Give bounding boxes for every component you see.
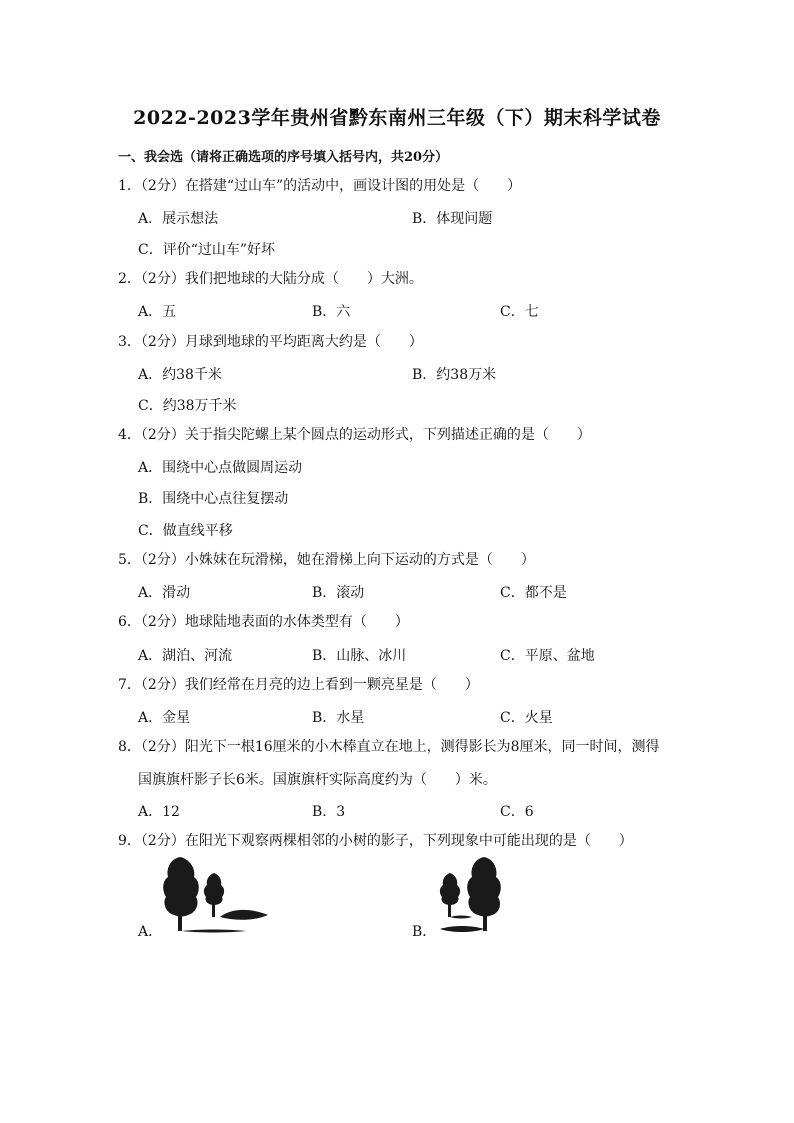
q2-option-b[interactable]: B．六	[312, 304, 351, 320]
question-6-stem: 6．（2分）地球陆地表面的水体类型有（ ）	[118, 614, 409, 630]
q8-option-b[interactable]: B．3	[312, 804, 346, 820]
q3-option-a[interactable]: A．约38千米	[138, 367, 222, 383]
big-tree-trunk	[483, 913, 487, 931]
q1-option-c[interactable]: C．评价“过山车”好坏	[138, 242, 276, 258]
question-4-stem: 4．（2分）关于指尖陀螺上某个圆点的运动形式，下列描述正确的是（ ）	[118, 427, 591, 443]
q7-option-c[interactable]: C．火星	[500, 710, 553, 726]
question-7-stem: 7．（2分）我们经常在月亮的边上看到一颗亮星是（ ）	[118, 677, 479, 693]
q8-option-a[interactable]: A．12	[138, 804, 180, 820]
q7-option-b[interactable]: B．水星	[312, 710, 365, 726]
q3-option-c[interactable]: C．约38万千米	[138, 398, 237, 414]
small-tree-crown	[440, 873, 460, 905]
q4-option-c[interactable]: C．做直线平移	[138, 523, 233, 539]
q6-option-c[interactable]: C．平原、盆地	[500, 648, 595, 664]
q1-option-b[interactable]: B．体现问题	[412, 211, 493, 227]
small-tree-shadow	[450, 916, 472, 919]
small-tree-shadow	[220, 910, 268, 920]
small-tree-trunk	[212, 903, 215, 917]
q7-option-a[interactable]: A．金星	[138, 710, 191, 726]
question-1-stem: 1．（2分）在搭建“过山车”的活动中，画设计图的用处是（ ）	[118, 178, 522, 194]
q6-option-b[interactable]: B．山脉、冰川	[312, 648, 407, 664]
big-tree-shadow	[182, 930, 246, 933]
question-2-stem: 2．（2分）我们把地球的大陆分成（ ）大洲。	[118, 271, 423, 287]
q5-option-b[interactable]: B．滚动	[312, 585, 365, 601]
tree-shadow-left-image[interactable]	[436, 855, 500, 935]
q8-option-c[interactable]: C．6	[500, 804, 534, 820]
q1-option-a[interactable]: A．展示想法	[138, 211, 219, 227]
question-8-stem: 8．（2分）阳光下一根16厘米的小木棒直立在地上，测得影长为8厘米，同一时间，测得	[118, 739, 660, 755]
tree-shadow-right-image[interactable]	[158, 855, 270, 935]
q2-option-c[interactable]: C．七	[500, 304, 539, 320]
q4-option-a[interactable]: A．围绕中心点做圆周运动	[138, 460, 303, 476]
q2-option-a[interactable]: A．五	[138, 304, 177, 320]
q3-option-b[interactable]: B．约38万米	[412, 367, 497, 383]
big-tree-trunk	[178, 913, 182, 931]
q9-option-b[interactable]: B．	[412, 924, 437, 940]
big-tree-crown	[467, 857, 501, 917]
question-8-stem-line2: 国旗旗杆影子长6米。国旗旗杆实际高度约为（ ）米。	[138, 772, 497, 788]
section-heading: 一、我会选（请将正确选项的序号填入括号内，共20分）	[118, 150, 449, 165]
small-tree-trunk	[448, 903, 451, 917]
big-tree-crown	[163, 857, 199, 917]
exam-title: 2022-2023学年贵州省黔东南州三年级（下）期末科学试卷	[133, 107, 661, 129]
big-tree-shadow	[440, 926, 484, 932]
q4-option-b[interactable]: B．围绕中心点往复摆动	[138, 491, 289, 507]
q5-option-c[interactable]: C．都不是	[500, 585, 567, 601]
small-tree-crown	[204, 873, 224, 905]
question-9-stem: 9．（2分）在阳光下观察两棵相邻的小树的影子，下列现象中可能出现的是（ ）	[118, 833, 633, 849]
q5-option-a[interactable]: A．滑动	[138, 585, 191, 601]
q9-option-a[interactable]: A．	[138, 924, 163, 940]
question-5-stem: 5．（2分）小姝妹在玩滑梯，她在滑梯上向下运动的方式是（ ）	[118, 552, 535, 568]
question-3-stem: 3．（2分）月球到地球的平均距离大约是（ ）	[118, 334, 423, 350]
q6-option-a[interactable]: A．湖泊、河流	[138, 648, 233, 664]
